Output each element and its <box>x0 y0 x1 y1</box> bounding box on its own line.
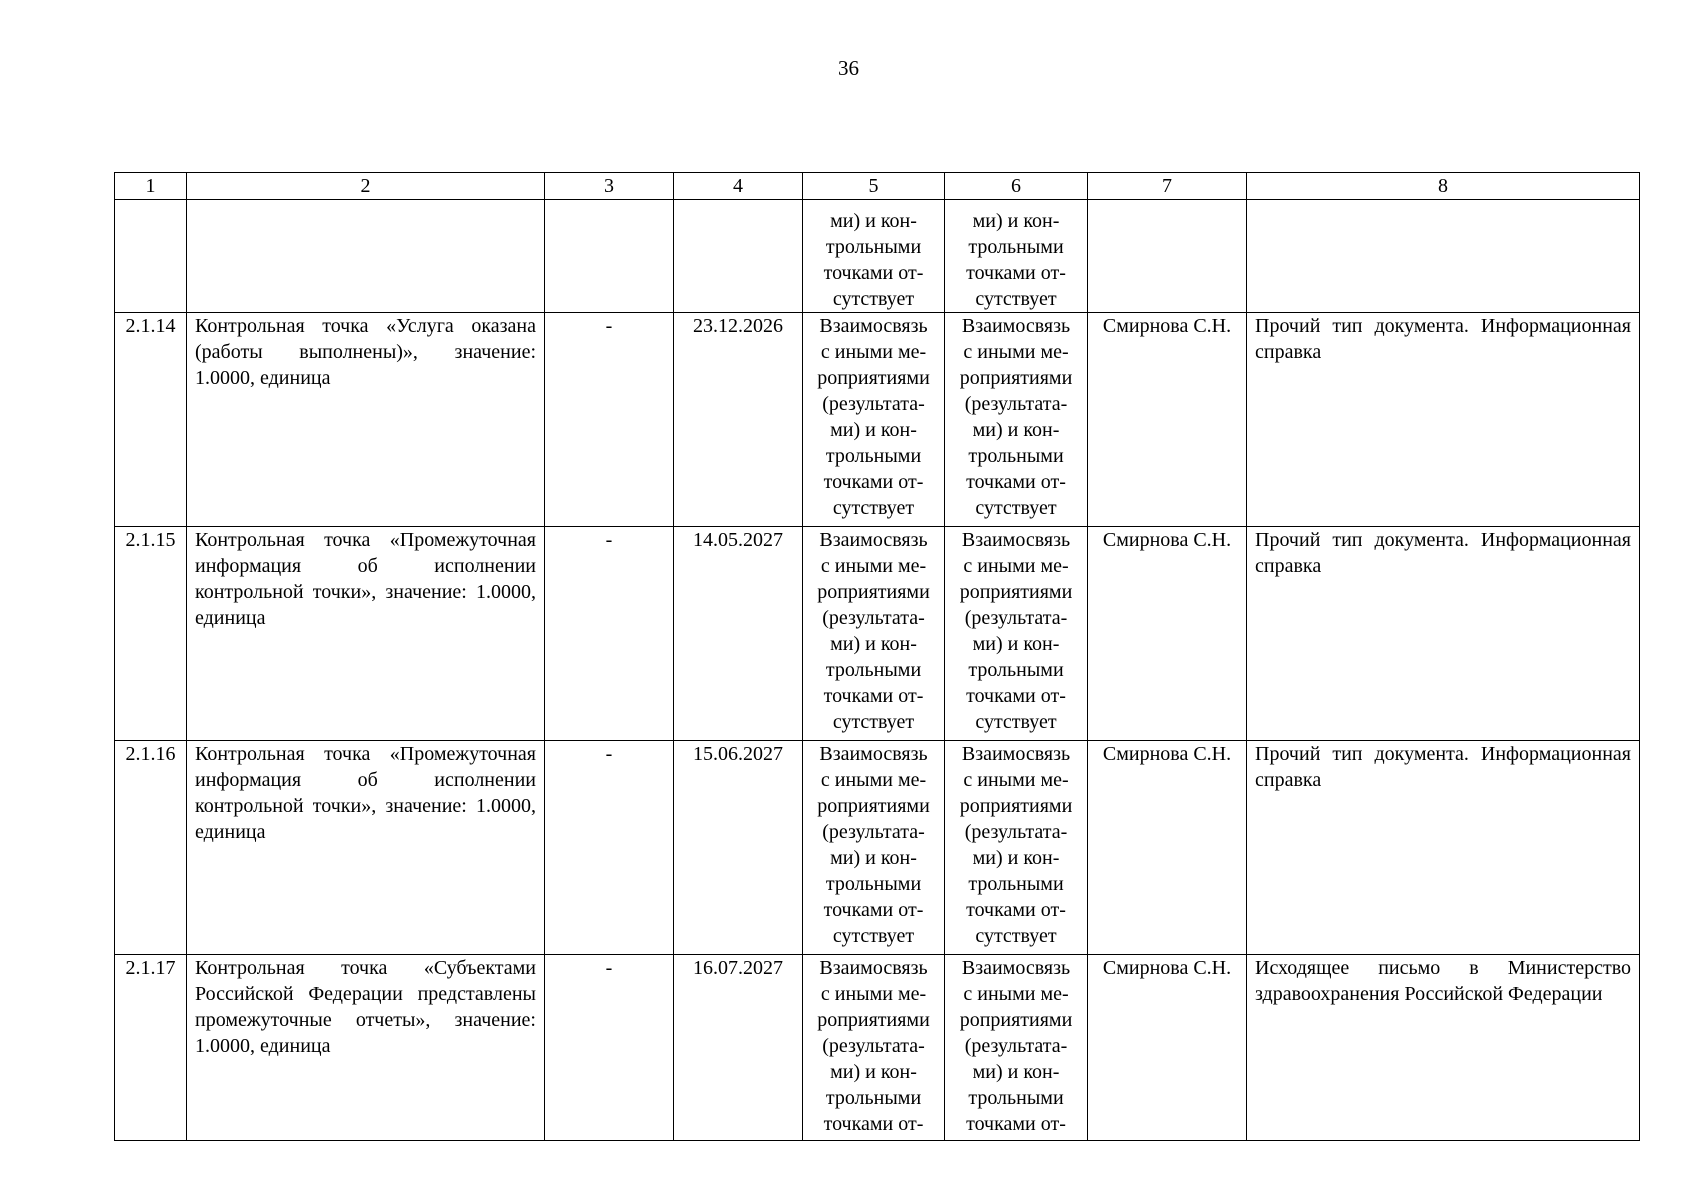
empty-cell <box>187 200 545 313</box>
text-line: ми) и кон- <box>830 210 917 232</box>
table-row <box>115 527 1640 741</box>
text-line: Взаимосвязь <box>819 529 928 551</box>
text-line: Взаимосвязь <box>819 957 928 979</box>
text-line: трольными <box>968 236 1064 258</box>
column-3-value: - <box>545 955 674 1141</box>
responsible-person: Смирнова С.Н. <box>1088 741 1247 955</box>
text-line: сутствует <box>975 711 1057 733</box>
document-type: Прочий тип документа. Информационная справка <box>1247 527 1640 741</box>
text-line: (результата- <box>964 393 1068 415</box>
text-line: роприятиями <box>959 367 1073 389</box>
page-number: 36 <box>838 56 859 80</box>
column-3-value: - <box>545 313 674 527</box>
text-line: Взаимосвязь <box>819 315 928 337</box>
column-3-value: - <box>545 527 674 741</box>
deadline-date: 15.06.2027 <box>674 741 803 955</box>
text-line: сутствует <box>832 288 915 310</box>
document-type: Прочий тип документа. Информационная справка <box>1247 313 1640 527</box>
empty-cell <box>115 200 187 313</box>
text-line: точками от- <box>823 685 924 707</box>
text-line: ми) и кон- <box>972 1061 1060 1083</box>
deadline-date: 23.12.2026 <box>674 313 803 527</box>
relation-cell <box>945 527 1088 741</box>
text-line: точками от- <box>823 1113 924 1133</box>
text-line: (результата- <box>822 607 925 629</box>
continued-relation-cell <box>803 200 945 313</box>
row-number: 2.1.15 <box>115 527 187 741</box>
relation-cell <box>945 313 1088 527</box>
document-type: Исходящее письмо в Министерство здравоохранения Российской Федерации <box>1247 955 1640 1141</box>
table-row <box>115 955 1640 1141</box>
text-line: с иными ме- <box>963 769 1069 791</box>
text-line: (результата- <box>822 1035 925 1057</box>
text-line: роприятиями <box>817 581 930 603</box>
text-line: ми) и кон- <box>830 847 917 869</box>
text-line: ми) и кон- <box>972 633 1060 655</box>
text-line: роприятиями <box>817 795 930 817</box>
column-number-3: 3 <box>545 173 674 200</box>
relation-cell <box>803 527 945 741</box>
continued-row <box>115 200 1640 313</box>
text-line: ми) и кон- <box>972 210 1060 232</box>
text-line: точками от- <box>966 899 1066 921</box>
text-line: ми) и кон- <box>972 419 1060 441</box>
text-line: трольными <box>825 873 922 895</box>
column-number-header-row <box>115 173 1640 200</box>
text-line: с иными ме- <box>820 769 927 791</box>
document-type: Прочий тип документа. Информационная справка <box>1247 741 1640 955</box>
relation-cell <box>945 955 1088 1141</box>
text-line: Взаимосвязь <box>961 529 1071 551</box>
text-line: трольными <box>825 445 922 467</box>
text-line: (результата- <box>964 821 1068 843</box>
text-line: сутствует <box>975 288 1057 310</box>
text-line: роприятиями <box>959 795 1073 817</box>
text-line: точками от- <box>823 262 924 284</box>
text-line: трольными <box>825 236 922 258</box>
text-line: сутствует <box>975 925 1057 947</box>
text-line: трольными <box>825 659 922 681</box>
text-line: точками от- <box>823 899 924 921</box>
responsible-person: Смирнова С.Н. <box>1088 955 1247 1141</box>
deadline-date: 16.07.2027 <box>674 955 803 1141</box>
text-line: роприятиями <box>817 1009 930 1031</box>
responsible-person: Смирнова С.Н. <box>1088 527 1247 741</box>
relation-cell <box>803 313 945 527</box>
text-line: трольными <box>968 1087 1064 1109</box>
column-number-1: 1 <box>115 173 187 200</box>
text-line: ми) и кон- <box>830 633 917 655</box>
text-line: точками от- <box>966 471 1066 493</box>
text-line: точками от- <box>966 685 1066 707</box>
text-line: трольными <box>825 1087 922 1109</box>
relation-cell <box>945 741 1088 955</box>
text-line: трольными <box>968 445 1064 467</box>
text-line: с иными ме- <box>820 983 927 1005</box>
text-line: Взаимосвязь <box>819 743 928 765</box>
text-line: сутствует <box>832 925 915 947</box>
text-line: Взаимосвязь <box>961 315 1071 337</box>
control-point-description: Контрольная точка «Промежуточная информация об исполнении контрольной точки», значение: 1.0000, единица <box>187 741 545 955</box>
row-number: 2.1.16 <box>115 741 187 955</box>
column-number-6: 6 <box>945 173 1088 200</box>
row-number: 2.1.17 <box>115 955 187 1141</box>
column-number-7: 7 <box>1088 173 1247 200</box>
column-3-value: - <box>545 741 674 955</box>
text-line: точками от- <box>966 262 1066 284</box>
text-line: сутствует <box>832 711 915 733</box>
text-line: (результата- <box>822 393 925 415</box>
text-line: трольными <box>968 873 1064 895</box>
text-line: ми) и кон- <box>972 847 1060 869</box>
text-line: с иными ме- <box>963 555 1069 577</box>
empty-cell <box>545 200 674 313</box>
row-number: 2.1.14 <box>115 313 187 527</box>
empty-cell <box>674 200 803 313</box>
table-row <box>115 313 1640 527</box>
text-line: ми) и кон- <box>830 1061 917 1083</box>
control-point-description: Контрольная точка «Услуга оказана (работы выполнены)», значение: 1.0000, единица <box>187 313 545 527</box>
text-line: с иными ме- <box>963 341 1069 363</box>
table-row <box>115 741 1640 955</box>
document-table <box>114 172 1640 1141</box>
text-line: (результата- <box>964 1035 1068 1057</box>
text-line: (результата- <box>822 821 925 843</box>
text-line: (результата- <box>964 607 1068 629</box>
control-point-description: Контрольная точка «Промежуточная информация об исполнении контрольной точки», значение: 1.0000, единица <box>187 527 545 741</box>
relation-cell <box>803 955 945 1141</box>
continued-relation-cell <box>945 200 1088 313</box>
empty-cell <box>1088 200 1247 313</box>
text-line: роприятиями <box>817 367 930 389</box>
column-number-5: 5 <box>803 173 945 200</box>
responsible-person: Смирнова С.Н. <box>1088 313 1247 527</box>
text-line: Взаимосвязь <box>961 957 1071 979</box>
column-number-8: 8 <box>1247 173 1640 200</box>
text-line: точками от- <box>966 1113 1066 1133</box>
empty-cell <box>1247 200 1640 313</box>
text-line: трольными <box>968 659 1064 681</box>
column-number-2: 2 <box>187 173 545 200</box>
text-line: роприятиями <box>959 1009 1073 1031</box>
text-line: роприятиями <box>959 581 1073 603</box>
control-point-description: Контрольная точка «Субъектами Российской Федерации представлены промежуточные отчеты», значение: 1.0000, единица <box>187 955 545 1141</box>
text-line: с иными ме- <box>820 555 927 577</box>
text-line: с иными ме- <box>963 983 1069 1005</box>
relation-cell <box>803 741 945 955</box>
text-line: точками от- <box>823 471 924 493</box>
deadline-date: 14.05.2027 <box>674 527 803 741</box>
text-line: сутствует <box>832 497 915 519</box>
text-line: ми) и кон- <box>830 419 917 441</box>
text-line: сутствует <box>975 497 1057 519</box>
text-line: с иными ме- <box>820 341 927 363</box>
text-line: Взаимосвязь <box>961 743 1071 765</box>
column-number-4: 4 <box>674 173 803 200</box>
